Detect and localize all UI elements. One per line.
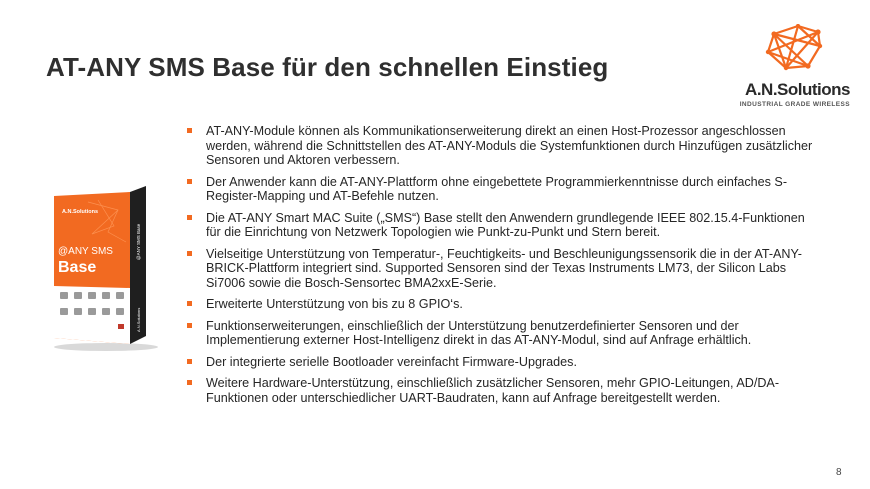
bullet-square-icon bbox=[187, 251, 192, 256]
bullet-square-icon bbox=[187, 380, 192, 385]
page-number: 8 bbox=[836, 467, 842, 478]
company-logo bbox=[728, 24, 854, 114]
box-side-brand: A.N.Solutions bbox=[136, 307, 141, 332]
bullet-text: Der integrierte serielle Bootloader vereinfacht Firmware-Upgrades. bbox=[206, 354, 577, 369]
logo-tagline: INDUSTRIAL GRADE WIRELESS bbox=[739, 101, 850, 108]
box-brand: A.N.Solutions bbox=[62, 209, 99, 215]
bullet-square-icon bbox=[187, 179, 192, 184]
bullet-text: Vielseitige Unterstützung von Temperatur-, Feuchtigkeits- und Beschleunigungssensorik die in der AT-ANY-BRICK-Plattform integriert sind. Supported Sensoren sind der Texas Instruments LM73, der Silicon Labs Si7006 sowie die Bosch-Sensortec BMA2xxE-Serie. bbox=[206, 246, 802, 290]
bullet-square-icon bbox=[187, 359, 192, 364]
slide-title: AT-ANY SMS Base für den schnellen Einstieg bbox=[46, 52, 609, 82]
logo-name: A.N.Solutions bbox=[745, 80, 850, 99]
box-side-text: @ANY SMS Base bbox=[136, 223, 141, 260]
product-box-image bbox=[48, 182, 160, 352]
list-item bbox=[186, 319, 816, 348]
list-item bbox=[186, 355, 816, 370]
feature-bullet-list bbox=[186, 124, 816, 412]
list-item bbox=[186, 247, 816, 291]
list-item bbox=[186, 376, 816, 405]
box-title-line2: Base bbox=[58, 259, 97, 276]
list-item bbox=[186, 175, 816, 204]
bullet-text: Funktionserweiterungen, einschließlich der Unterstützung benutzerdefinierter Sensoren und der Implementierung externer Host-Intelligenz direkt in das AT-ANY-Modul, sind auf Anfrage erhältlich. bbox=[206, 318, 752, 347]
bullet-text: AT-ANY-Module können als Kommunikationserweiterung direkt an einen Host-Prozessor angeschlossen werden, während die Schnittstellen des AT-ANY-Moduls die Systemfunktionen durch Hinzufügen zusätzlicher Sensoren und Aktoren verbessern. bbox=[206, 124, 813, 167]
bullet-text: Der Anwender kann die AT-ANY-Plattform ohne eingebettete Programmierkenntnisse durch einfaches S-Register-Mapping und AT-Befehle nutzen. bbox=[206, 174, 788, 203]
list-item bbox=[186, 124, 816, 168]
bullet-square-icon bbox=[187, 128, 192, 133]
box-title-line1: @ANY SMS bbox=[58, 246, 113, 257]
logo-mesh-icon bbox=[728, 24, 854, 80]
list-item bbox=[186, 211, 816, 240]
bullet-square-icon bbox=[187, 323, 192, 328]
bullet-text: Die AT-ANY Smart MAC Suite („SMS“) Base stellt den Anwendern grundlegende IEEE 802.15.4-Funktionen für die Einrichtung von Netzwerk Topologien wie Punkt-zu-Punkt und Stern bereit. bbox=[206, 210, 805, 239]
bullet-text: Erweiterte Unterstützung von bis zu 8 GPIO‘s. bbox=[206, 297, 463, 311]
bullet-square-icon bbox=[187, 301, 192, 306]
bullet-square-icon bbox=[187, 215, 192, 220]
list-item bbox=[186, 297, 816, 312]
bullet-text: Weitere Hardware-Unterstützung, einschließlich zusätzlicher Sensoren, mehr GPIO-Leitungen, AD/DA-Funktionen oder unterschiedlicher UART-Baudraten, kann auf Anfrage bereitgestellt werden. bbox=[206, 376, 780, 405]
